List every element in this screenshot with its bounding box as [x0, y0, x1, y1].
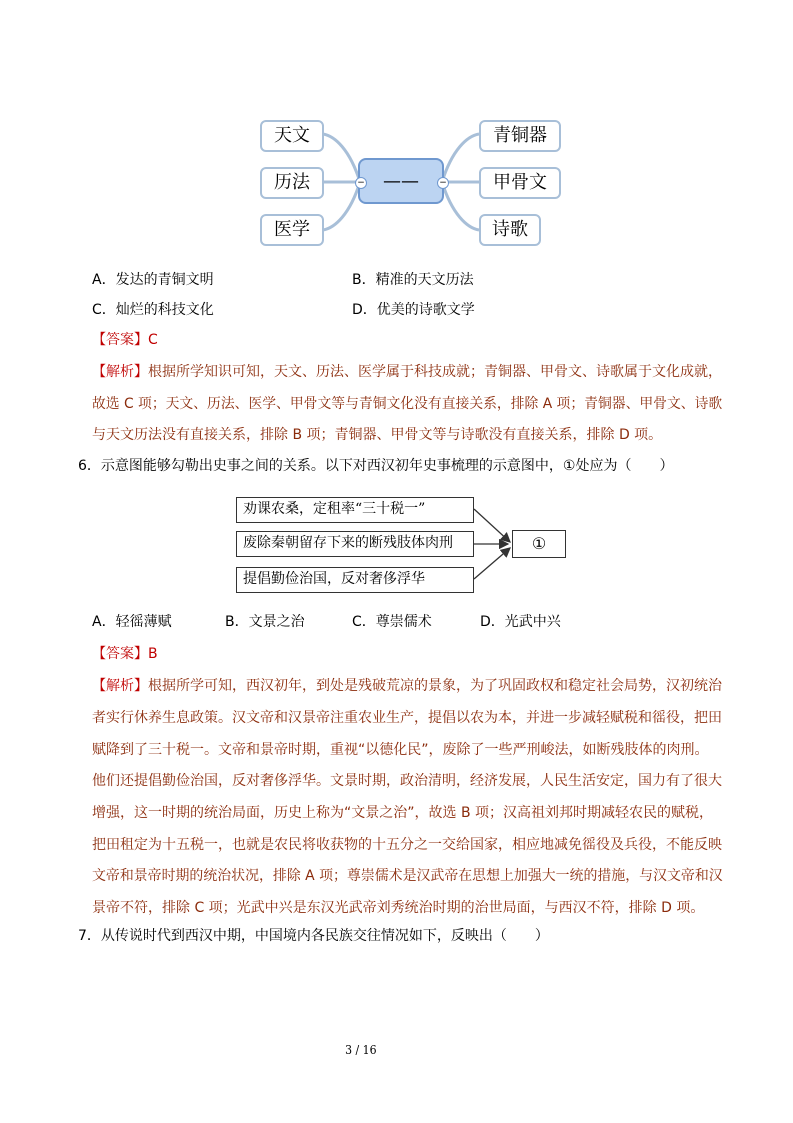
- q6-option-c: C．尊崇儒术: [352, 614, 432, 630]
- flow-item-1: 劝课农桑，定租率“三十税一”: [236, 497, 474, 523]
- q5-analysis-line-1: [92, 364, 722, 380]
- q6-flow-diagram: [232, 492, 572, 596]
- flow-item-3: 提倡勤俭治国，反对奢侈浮华: [236, 567, 474, 593]
- flow-arrow-3: [474, 548, 510, 579]
- q6-answer-label: 【答案】: [92, 646, 148, 662]
- connector-left-bottom: [323, 182, 360, 230]
- q6-option-a: A．轻徭薄赋: [92, 614, 172, 630]
- q5-analysis-line-3: 与天文历法没有直接关系，排除 B 项；青铜器、甲骨文等与诗歌没有直接关系，排除 D 项。: [92, 427, 663, 443]
- mindmap-node-left-1: 天文: [260, 120, 324, 152]
- q5-option-c: C．灿烂的科技文化: [92, 302, 214, 318]
- q6-analysis-label: 【解析】: [92, 678, 148, 694]
- q6-analysis-line-3: 赋降到了三十税一。文帝和景帝时期，重视“以德化民”，废除了一些严刑峻法，如断残肢体的肉刑。: [92, 742, 709, 758]
- q6-analysis-line-7: 文帝和景帝时期的统治状况，排除 A 项；尊崇儒术是汉武帝在思想上加强大一统的措施，与汉文帝和汉: [92, 868, 723, 884]
- q6-analysis-line-5: 增强，这一时期的统治局面，历史上称为“文景之治”，故选 B 项；汉高祖刘邦时期减轻农民的赋税，: [92, 805, 714, 821]
- q5-option-d: D．优美的诗歌文学: [352, 302, 475, 318]
- q6-analysis-line-6: 把田租定为十五税一，也就是农民将收获物的十五分之一交给国家，相应地减免徭役及兵役，不能反映: [92, 837, 722, 853]
- flow-item-2: 废除秦朝留存下来的断残肢体肉刑: [236, 531, 474, 557]
- q6-answer-value: B: [148, 646, 158, 662]
- mindmap-node-right-1: 青铜器: [479, 120, 561, 152]
- connector-right-bottom: [442, 182, 479, 230]
- q7-stem: 7．从传说时代到西汉中期，中国境内各民族交往情况如下，反映出（ ）: [78, 928, 549, 944]
- q5-answer-value: C: [148, 332, 158, 348]
- q5-analysis-line-2: 故选 C 项；天文、历法、医学、甲骨文等与青铜文化没有直接关系，排除 A 项；青铜器、甲骨文、诗歌: [92, 396, 723, 412]
- collapse-left-icon: −: [355, 177, 367, 189]
- q5-answer: [92, 332, 158, 348]
- mindmap-node-right-2: 甲骨文: [479, 167, 561, 199]
- q5-analysis-text: 根据所学知识可知，天文、历法、医学属于科技成就；青铜器、甲骨文、诗歌属于文化成就，: [148, 364, 722, 380]
- collapse-right-icon: −: [437, 177, 449, 189]
- q6-option-b: B．文景之治: [225, 614, 305, 630]
- q6-analysis-line-8: 景帝不符，排除 C 项；光武中兴是东汉光武帝刘秀统治时期的治世局面，与西汉不符，排除 D 项。: [92, 900, 705, 916]
- mindmap-node-left-2: 历法: [260, 167, 324, 199]
- q5-answer-label: 【答案】: [92, 332, 148, 348]
- q6-analysis-text: 根据所学可知，西汉初年，到处是残破荒凉的景象，为了巩固政权和稳定社会局势，汉初统治: [148, 678, 722, 694]
- page-number: 3 / 16: [345, 1043, 377, 1057]
- q5-option-b: B．精准的天文历法: [352, 272, 474, 288]
- q6-option-d: D．光武中兴: [480, 614, 561, 630]
- q6-analysis-line-2: 者实行休养生息政策。汉文帝和汉景帝注重农业生产，提倡以农为本，并进一步减轻赋税和徭役，把田: [92, 710, 722, 726]
- mindmap-figure: [255, 110, 575, 250]
- flow-arrow-1: [474, 509, 510, 542]
- mindmap-node-right-3: 诗歌: [479, 214, 541, 246]
- connector-right-top: [442, 134, 479, 182]
- q6-analysis-line-4: 他们还提倡勤俭治国，反对奢侈浮华。文景时期，政治清明，经济发展，人民生活安定，国力有了很大: [92, 773, 722, 789]
- q6-stem: 6．示意图能够勾勒出史事之间的关系。以下对西汉初年史事梳理的示意图中，①处应为（ ）: [78, 458, 674, 474]
- q5-option-a: A．发达的青铜文明: [92, 272, 214, 288]
- connector-left-top: [323, 134, 360, 182]
- mindmap-center-label: ——: [383, 171, 419, 192]
- mindmap-center-node: [358, 158, 444, 204]
- mindmap-node-left-3: 医学: [260, 214, 324, 246]
- q6-analysis-line-1: [92, 678, 722, 694]
- flow-target: ①: [512, 530, 566, 558]
- q6-answer: [92, 646, 158, 662]
- q5-analysis-label: 【解析】: [92, 364, 148, 380]
